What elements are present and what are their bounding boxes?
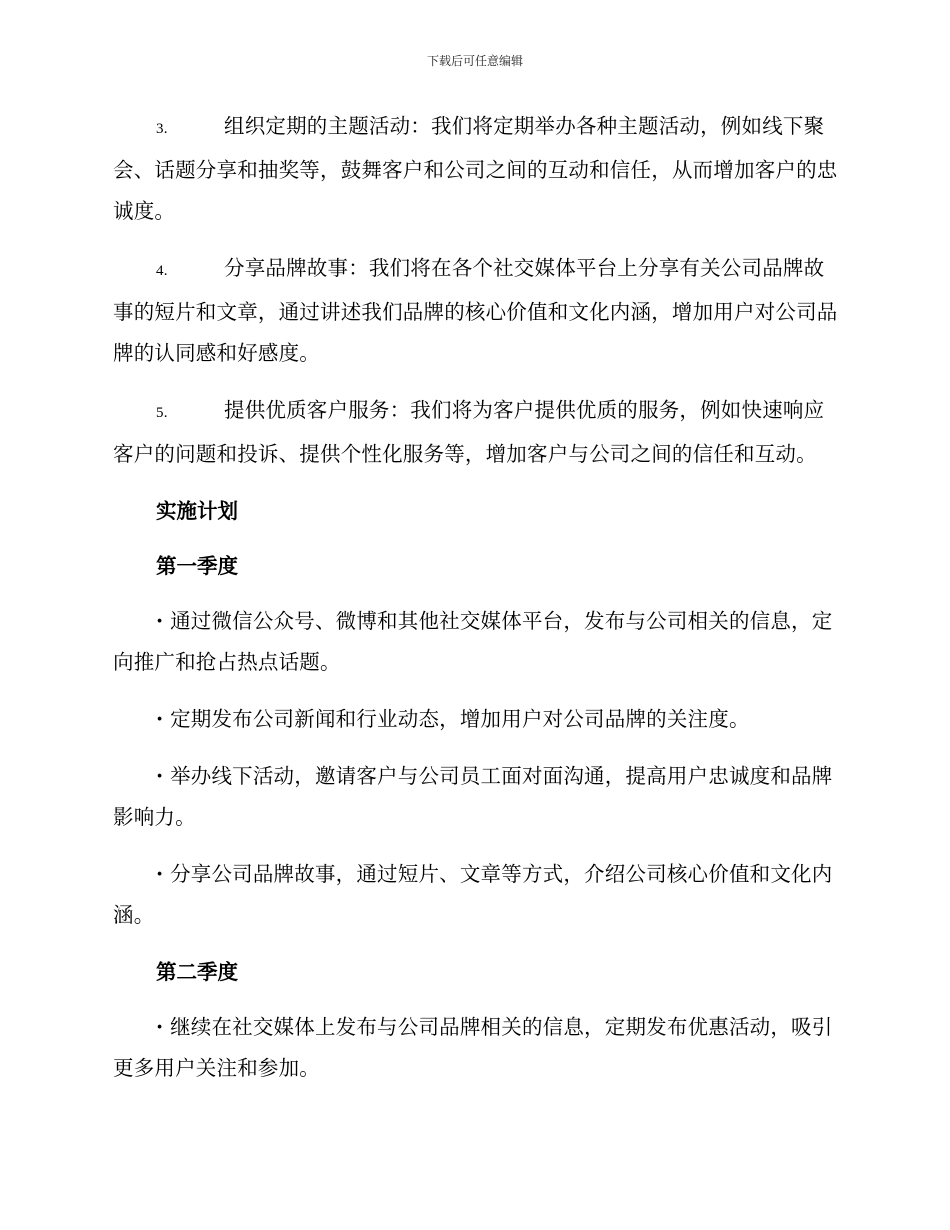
bullet-text: 定期发布公司新闻和行业动态，增加用户对公司品牌的关注度。 bbox=[170, 707, 750, 731]
bullet-item bbox=[113, 699, 838, 740]
item-number: 3. bbox=[156, 121, 168, 137]
numbered-item bbox=[113, 390, 838, 475]
bullet-text: 分享公司品牌故事，通过短片、文章等方式，介绍公司核心价值和文化内涵。 bbox=[113, 862, 833, 927]
bullet-text: 继续在社交媒体上发布与公司品牌相关的信息，定期发布优惠活动，吸引更多用户关注和参加。 bbox=[113, 1015, 833, 1080]
bullet-text: 通过微信公众号、微博和其他社交媒体平台，发布与公司相关的信息，定向推广和抢占热点话题。 bbox=[113, 609, 833, 674]
bullet-item bbox=[113, 854, 838, 936]
item-text: 组织定期的主题活动：我们将定期举办各种主题活动，例如线下聚会、话题分享和抽奖等，鼓舞客户和公司之间的互动和信任，从而增加客户的忠诚度。 bbox=[113, 114, 838, 223]
numbered-item bbox=[113, 248, 838, 374]
q1-heading: 第一季度 bbox=[156, 554, 238, 578]
q2-heading: 第二季度 bbox=[156, 960, 238, 984]
plan-heading: 实施计划 bbox=[156, 499, 238, 523]
item-text: 分享品牌故事：我们将在各个社交媒体平台上分享有关公司品牌故事的短片和文章，通过讲述我们品牌的核心价值和文化内涵，增加用户对公司品牌的认同感和好感度。 bbox=[113, 256, 838, 365]
bullet-icon: · bbox=[156, 764, 164, 788]
numbered-item bbox=[113, 106, 838, 232]
bullet-icon: · bbox=[156, 707, 164, 731]
item-number: 4. bbox=[156, 263, 168, 279]
bullet-item bbox=[113, 1007, 838, 1089]
bullet-icon: · bbox=[156, 862, 164, 886]
item-text: 提供优质客户服务：我们将为客户提供优质的服务，例如快速响应客户的问题和投诉、提供个性化服务等，增加客户与公司之间的信任和互动。 bbox=[113, 398, 825, 466]
document-body bbox=[113, 106, 838, 1105]
bullet-item bbox=[113, 756, 838, 838]
page-header: 下载后可任意编辑 bbox=[426, 54, 523, 68]
item-number: 5. bbox=[156, 405, 168, 421]
bullet-text: 举办线下活动，邀请客户与公司员工面对面沟通，提高用户忠诚度和品牌影响力。 bbox=[113, 764, 833, 829]
bullet-icon: · bbox=[156, 1015, 164, 1039]
bullet-item bbox=[113, 601, 838, 683]
bullet-icon: · bbox=[156, 609, 164, 633]
